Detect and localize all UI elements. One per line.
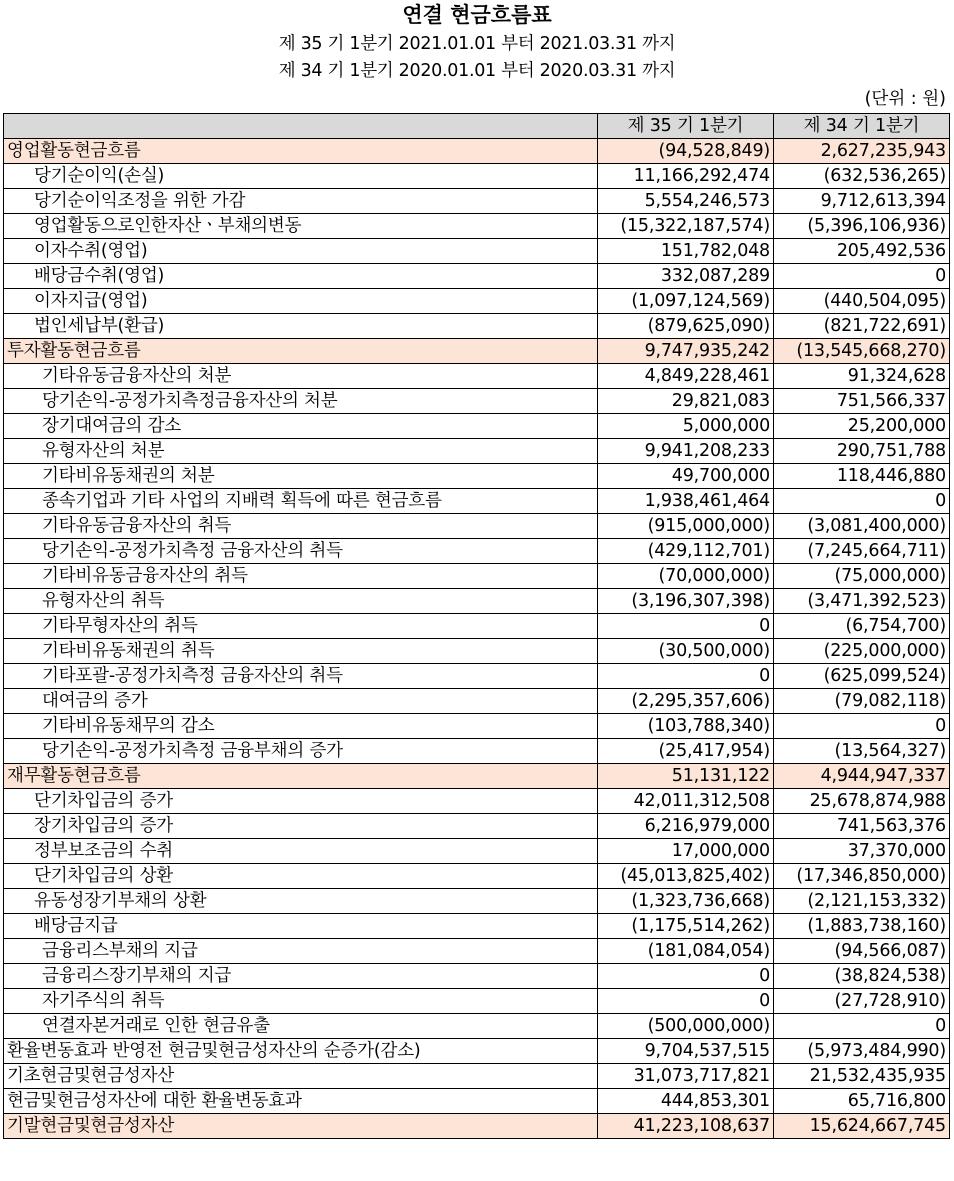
prior-value: (13,545,668,270) <box>774 339 950 364</box>
prior-period: 제 34 기 1분기 2020.01.01 부터 2020.03.31 까지 <box>278 61 676 81</box>
current-period: 제 35 기 1분기 2021.01.01 부터 2021.03.31 까지 <box>278 34 676 54</box>
row-label: 유동성장기부채의 상환 <box>4 889 598 914</box>
prior-value: (3,081,400,000) <box>774 514 950 539</box>
row-label: 재무활동현금흐름 <box>4 764 598 789</box>
row-label: 단기차입금의 증가 <box>4 789 598 814</box>
current-value: (500,000,000) <box>598 1014 774 1039</box>
row-label: 당기순이익조정을 위한 가감 <box>4 189 598 214</box>
table-header-row <box>4 114 950 139</box>
row-label: 연결자본거래로 인한 현금유출 <box>4 1014 598 1039</box>
table-body <box>4 139 950 1139</box>
table-row <box>4 389 950 414</box>
table-row <box>4 639 950 664</box>
header-prior-period: 제 34 기 1분기 <box>774 114 950 139</box>
table-row <box>4 314 950 339</box>
table-row <box>4 989 950 1014</box>
row-label: 기타포괄-공정가치측정 금융자산의 취득 <box>4 664 598 689</box>
table-row <box>4 264 950 289</box>
current-value: 0 <box>598 664 774 689</box>
row-label: 환율변동효과 반영전 현금및현금성자산의 순증가(감소) <box>4 1039 598 1064</box>
table-row <box>4 1114 950 1139</box>
row-label: 기타유동금융자산의 처분 <box>4 364 598 389</box>
row-label: 당기손익-공정가치측정 금융부채의 증가 <box>4 739 598 764</box>
prior-value: (3,471,392,523) <box>774 589 950 614</box>
table-row <box>4 1039 950 1064</box>
current-value: 9,941,208,233 <box>598 439 774 464</box>
row-label: 투자활동현금흐름 <box>4 339 598 364</box>
current-value: 49,700,000 <box>598 464 774 489</box>
row-label: 기타비유동채무의 감소 <box>4 714 598 739</box>
current-value: (45,013,825,402) <box>598 864 774 889</box>
current-value: 151,782,048 <box>598 239 774 264</box>
current-value: (181,084,054) <box>598 939 774 964</box>
current-value: (103,788,340) <box>598 714 774 739</box>
prior-value: (6,754,700) <box>774 614 950 639</box>
table-row <box>4 1014 950 1039</box>
table-row <box>4 539 950 564</box>
current-value: (15,322,187,574) <box>598 214 774 239</box>
header-blank-cell <box>4 114 598 139</box>
prior-value: (632,536,265) <box>774 164 950 189</box>
row-label: 기타비유동채권의 취득 <box>4 639 598 664</box>
current-value: (1,175,514,262) <box>598 914 774 939</box>
prior-value: (75,000,000) <box>774 564 950 589</box>
table-row <box>4 914 950 939</box>
prior-value: 0 <box>774 1014 950 1039</box>
table-row <box>4 339 950 364</box>
current-value: (429,112,701) <box>598 539 774 564</box>
row-label: 배당금수취(영업) <box>4 264 598 289</box>
row-label: 종속기업과 기타 사업의 지배력 획득에 따른 현금흐름 <box>4 489 598 514</box>
prior-value: (1,883,738,160) <box>774 914 950 939</box>
row-label: 유형자산의 처분 <box>4 439 598 464</box>
prior-value: 15,624,667,745 <box>774 1114 950 1139</box>
table-row <box>4 439 950 464</box>
table-row <box>4 364 950 389</box>
current-value: 51,131,122 <box>598 764 774 789</box>
current-value: 0 <box>598 964 774 989</box>
row-label: 기타무형자산의 취득 <box>4 614 598 639</box>
table-row <box>4 239 950 264</box>
row-label: 장기대여금의 감소 <box>4 414 598 439</box>
table-row <box>4 664 950 689</box>
prior-value: 65,716,800 <box>774 1089 950 1114</box>
current-value: 5,000,000 <box>598 414 774 439</box>
current-value: 4,849,228,461 <box>598 364 774 389</box>
prior-value: 4,944,947,337 <box>774 764 950 789</box>
table-row <box>4 414 950 439</box>
cash-flow-table <box>3 113 950 1139</box>
current-value: 0 <box>598 614 774 639</box>
table-row <box>4 964 950 989</box>
row-label: 단기차입금의 상환 <box>4 864 598 889</box>
row-label: 이자수취(영업) <box>4 239 598 264</box>
row-label: 기타비유동금융자산의 취득 <box>4 564 598 589</box>
table-row <box>4 589 950 614</box>
prior-value: 0 <box>774 714 950 739</box>
prior-value: (440,504,095) <box>774 289 950 314</box>
row-label: 기말현금및현금성자산 <box>4 1114 598 1139</box>
current-value: 332,087,289 <box>598 264 774 289</box>
current-value: 41,223,108,637 <box>598 1114 774 1139</box>
table-row <box>4 289 950 314</box>
table-row <box>4 864 950 889</box>
current-value: 17,000,000 <box>598 839 774 864</box>
prior-value: (17,346,850,000) <box>774 864 950 889</box>
prior-value: 25,678,874,988 <box>774 789 950 814</box>
row-label: 법인세납부(환급) <box>4 314 598 339</box>
table-row <box>4 739 950 764</box>
prior-value: (821,722,691) <box>774 314 950 339</box>
table-row <box>4 189 950 214</box>
row-label: 영업활동현금흐름 <box>4 139 598 164</box>
current-value: (70,000,000) <box>598 564 774 589</box>
table-row <box>4 139 950 164</box>
row-label: 장기차입금의 증가 <box>4 814 598 839</box>
prior-value: (625,099,524) <box>774 664 950 689</box>
table-row <box>4 464 950 489</box>
table-row <box>4 814 950 839</box>
prior-value: 91,324,628 <box>774 364 950 389</box>
row-label: 기타비유동채권의 처분 <box>4 464 598 489</box>
table-row <box>4 939 950 964</box>
prior-value: 25,200,000 <box>774 414 950 439</box>
current-value: (25,417,954) <box>598 739 774 764</box>
row-label: 유형자산의 취득 <box>4 589 598 614</box>
row-label: 자기주식의 취득 <box>4 989 598 1014</box>
current-value: (94,528,849) <box>598 139 774 164</box>
current-value: (879,625,090) <box>598 314 774 339</box>
current-value: 29,821,083 <box>598 389 774 414</box>
table-row <box>4 489 950 514</box>
table-row <box>4 564 950 589</box>
statement-title: 연결 현금흐름표 <box>402 2 552 27</box>
unit-label: (단위 : 원) <box>864 89 946 109</box>
current-value: (1,323,736,668) <box>598 889 774 914</box>
current-value: 9,747,935,242 <box>598 339 774 364</box>
prior-value: 751,566,337 <box>774 389 950 414</box>
row-label: 당기손익-공정가치측정금융자산의 처분 <box>4 389 598 414</box>
current-value: 9,704,537,515 <box>598 1039 774 1064</box>
table-row <box>4 714 950 739</box>
current-value: 5,554,246,573 <box>598 189 774 214</box>
table-row <box>4 1064 950 1089</box>
prior-value: (79,082,118) <box>774 689 950 714</box>
prior-value: (94,566,087) <box>774 939 950 964</box>
row-label: 금융리스부채의 지급 <box>4 939 598 964</box>
prior-value: (5,396,106,936) <box>774 214 950 239</box>
current-value: 444,853,301 <box>598 1089 774 1114</box>
current-value: (2,295,357,606) <box>598 689 774 714</box>
table-row <box>4 764 950 789</box>
row-label: 당기순이익(손실) <box>4 164 598 189</box>
header-current-period: 제 35 기 1분기 <box>598 114 774 139</box>
table-row <box>4 514 950 539</box>
prior-value: (38,824,538) <box>774 964 950 989</box>
table-row <box>4 689 950 714</box>
current-value: 1,938,461,464 <box>598 489 774 514</box>
prior-value: 205,492,536 <box>774 239 950 264</box>
current-value: 42,011,312,508 <box>598 789 774 814</box>
current-value: 11,166,292,474 <box>598 164 774 189</box>
current-value: 6,216,979,000 <box>598 814 774 839</box>
row-label: 기타유동금융자산의 취득 <box>4 514 598 539</box>
current-value: (1,097,124,569) <box>598 289 774 314</box>
row-label: 정부보조금의 수취 <box>4 839 598 864</box>
prior-value: (5,973,484,990) <box>774 1039 950 1064</box>
prior-value: (13,564,327) <box>774 739 950 764</box>
table-row <box>4 614 950 639</box>
current-value: 31,073,717,821 <box>598 1064 774 1089</box>
table-row <box>4 214 950 239</box>
row-label: 당기손익-공정가치측정 금융자산의 취득 <box>4 539 598 564</box>
prior-value: (27,728,910) <box>774 989 950 1014</box>
prior-value: 741,563,376 <box>774 814 950 839</box>
prior-value: 290,751,788 <box>774 439 950 464</box>
row-label: 금융리스장기부채의 지급 <box>4 964 598 989</box>
table-row <box>4 839 950 864</box>
current-value: (30,500,000) <box>598 639 774 664</box>
current-value: 0 <box>598 989 774 1014</box>
prior-value: (225,000,000) <box>774 639 950 664</box>
row-label: 기초현금및현금성자산 <box>4 1064 598 1089</box>
prior-value: 2,627,235,943 <box>774 139 950 164</box>
prior-value: 21,532,435,935 <box>774 1064 950 1089</box>
prior-value: (7,245,664,711) <box>774 539 950 564</box>
current-value: (915,000,000) <box>598 514 774 539</box>
table-row <box>4 1089 950 1114</box>
row-label: 대여금의 증가 <box>4 689 598 714</box>
current-value: (3,196,307,398) <box>598 589 774 614</box>
row-label: 영업활동으로인한자산ㆍ부채의변동 <box>4 214 598 239</box>
prior-value: 37,370,000 <box>774 839 950 864</box>
table-row <box>4 164 950 189</box>
prior-value: 118,446,880 <box>774 464 950 489</box>
row-label: 현금및현금성자산에 대한 환율변동효과 <box>4 1089 598 1114</box>
prior-value: 0 <box>774 264 950 289</box>
table-row <box>4 889 950 914</box>
prior-value: 0 <box>774 489 950 514</box>
row-label: 배당금지급 <box>4 914 598 939</box>
table-row <box>4 789 950 814</box>
prior-value: 9,712,613,394 <box>774 189 950 214</box>
row-label: 이자지급(영업) <box>4 289 598 314</box>
prior-value: (2,121,153,332) <box>774 889 950 914</box>
